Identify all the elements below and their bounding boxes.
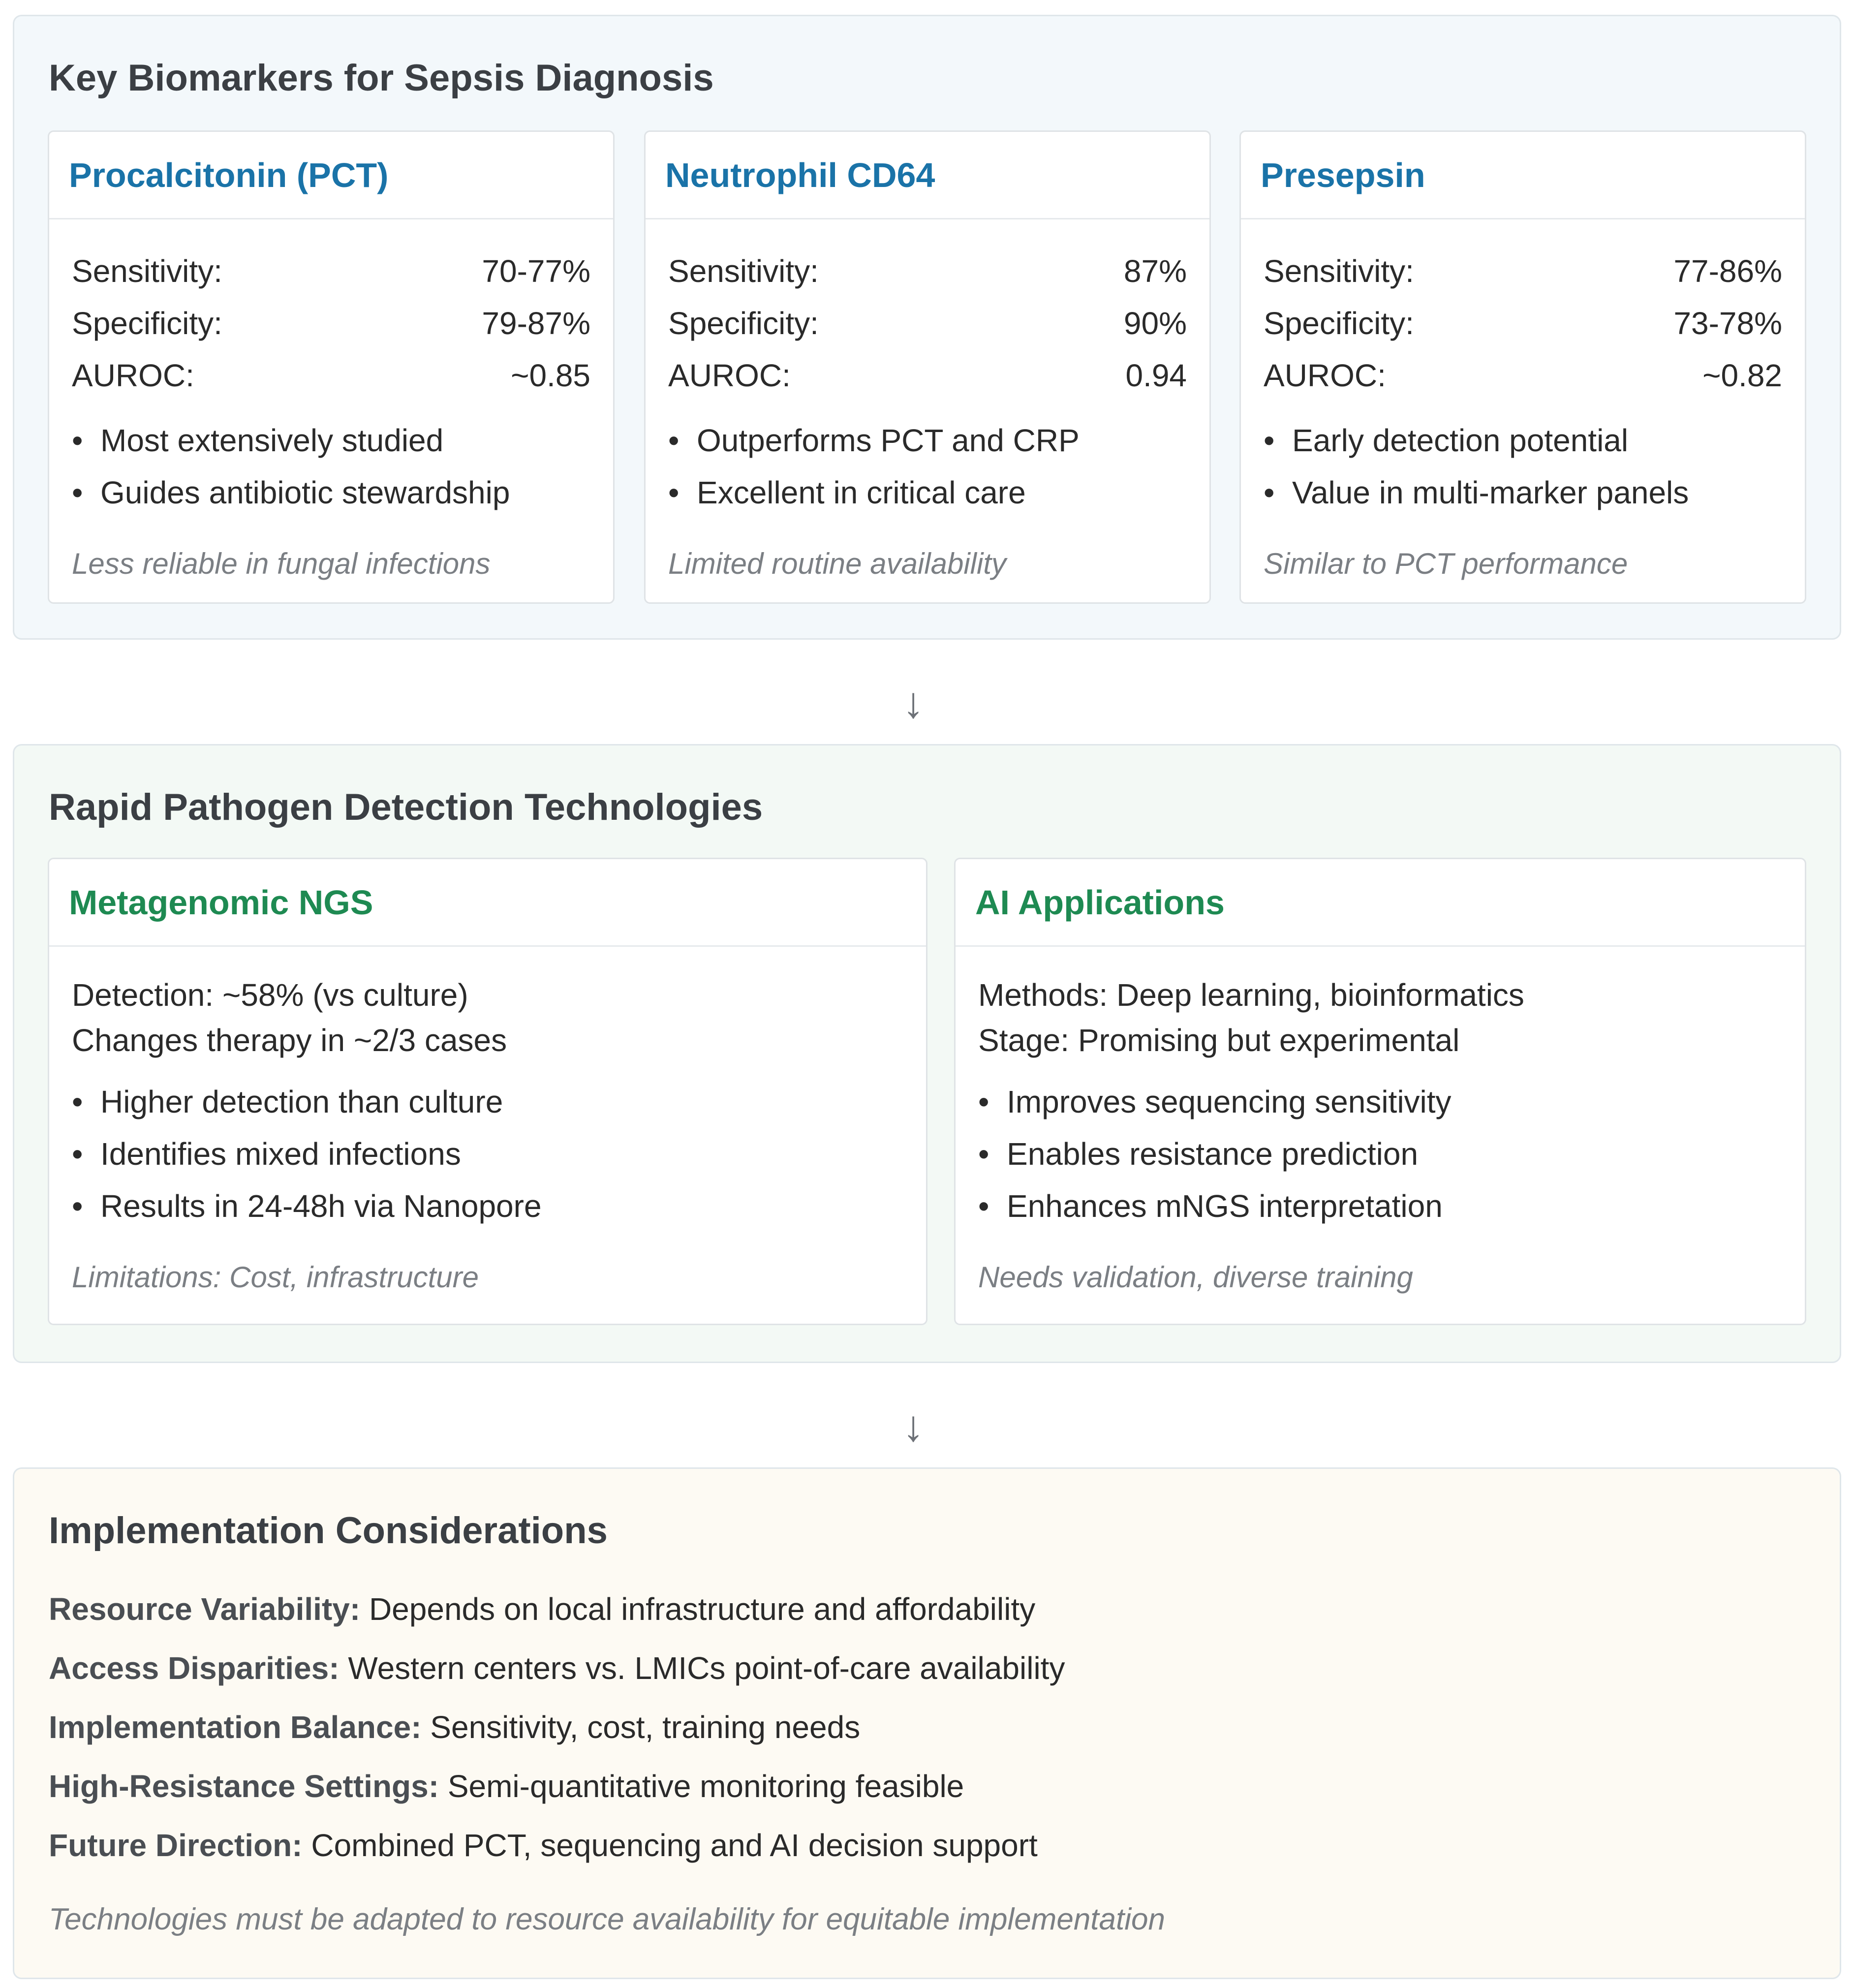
- bullet-list: [668, 414, 1187, 519]
- bullet-item: • Outperforms PCT and CRP: [668, 414, 1187, 466]
- detail-line: Stage: Promising but experimental: [978, 1023, 1460, 1058]
- biomarker-card-cd64: [644, 130, 1211, 604]
- detail-line: Changes therapy in ~2/3 cases: [72, 1023, 507, 1058]
- stat-value: 90%: [1123, 306, 1187, 341]
- consideration-label: High-Resistance Settings:: [49, 1769, 439, 1804]
- bullet-item: • Guides antibiotic stewardship: [72, 466, 590, 519]
- pathogen-card-mngs: [48, 858, 927, 1325]
- stat-row: [668, 349, 1187, 402]
- card-title: AI Applications: [975, 883, 1225, 922]
- consideration-label: Access Disparities:: [49, 1650, 340, 1686]
- consideration-label: Implementation Balance:: [49, 1709, 422, 1745]
- stat-label: Specificity:: [1264, 306, 1414, 341]
- stat-row: [1264, 349, 1782, 402]
- consideration-text: Combined PCT, sequencing and AI decision support: [311, 1828, 1038, 1863]
- stat-row: [1264, 245, 1782, 297]
- stat-value: 87%: [1123, 253, 1187, 289]
- implementation-title: Implementation Considerations: [49, 1510, 608, 1552]
- stat-label: Sensitivity:: [668, 253, 819, 289]
- card-title: Neutrophil CD64: [665, 155, 935, 194]
- card-note: Less reliable in fungal infections: [72, 547, 491, 580]
- biomarkers-title: Key Biomarkers for Sepsis Diagnosis: [49, 57, 714, 99]
- bullet-list: [72, 1076, 903, 1232]
- consideration-item: [49, 1650, 1065, 1686]
- card-header: [646, 132, 1209, 219]
- bullet-list: [1264, 414, 1782, 519]
- stat-value: 0.94: [1125, 358, 1187, 393]
- implementation-note: Technologies must be adapted to resource availability for equitable implementation: [49, 1902, 1165, 1936]
- bullet-item: • Higher detection than culture: [72, 1076, 903, 1128]
- biomarker-card-presepsin: [1239, 130, 1806, 604]
- stat-row: [668, 297, 1187, 349]
- bullet-item: • Identifies mixed infections: [72, 1128, 903, 1180]
- implementation-section: [13, 1467, 1841, 1979]
- stat-value: 73-78%: [1673, 306, 1782, 341]
- biomarker-card-pct: [48, 130, 615, 604]
- bullet-list: [72, 414, 590, 519]
- card-note: Limited routine availability: [668, 547, 1007, 580]
- bullet-item: • Enables resistance prediction: [978, 1128, 1782, 1180]
- consideration-item: [49, 1591, 1035, 1627]
- pathogen-title: Rapid Pathogen Detection Technologies: [49, 786, 763, 828]
- consideration-item: [49, 1709, 860, 1745]
- card-title: Procalcitonin (PCT): [69, 155, 389, 194]
- pathogen-section: [13, 744, 1841, 1363]
- bullet-item: • Value in multi-marker panels: [1264, 466, 1782, 519]
- stat-value: ~0.85: [511, 358, 590, 393]
- consideration-text: Western centers vs. LMICs point-of-care availability: [348, 1650, 1065, 1686]
- stat-row: [72, 349, 590, 402]
- stat-label: Sensitivity:: [1264, 253, 1414, 289]
- consideration-item: [49, 1827, 1038, 1864]
- consideration-text: Depends on local infrastructure and affordability: [369, 1591, 1036, 1627]
- card-note: Similar to PCT performance: [1264, 547, 1628, 580]
- card-header: [49, 859, 926, 947]
- bullet-item: • Early detection potential: [1264, 414, 1782, 466]
- card-note: Limitations: Cost, infrastructure: [72, 1261, 479, 1294]
- consideration-text: Sensitivity, cost, training needs: [430, 1709, 861, 1745]
- stat-value: 79-87%: [482, 306, 590, 341]
- down-arrow-icon: ↓: [902, 1401, 924, 1450]
- card-title: Metagenomic NGS: [69, 883, 373, 922]
- detail-line: Methods: Deep learning, bioinformatics: [978, 977, 1524, 1013]
- stat-label: Specificity:: [668, 306, 819, 341]
- stat-row: [668, 245, 1187, 297]
- consideration-item: [49, 1768, 964, 1804]
- stat-label: Specificity:: [72, 306, 222, 341]
- card-title: Presepsin: [1261, 155, 1425, 194]
- consideration-label: Future Direction:: [49, 1828, 303, 1863]
- stat-row: [1264, 297, 1782, 349]
- stat-value: 77-86%: [1673, 253, 1782, 289]
- stat-label: AUROC:: [1264, 358, 1386, 393]
- detail-line: Detection: ~58% (vs culture): [72, 977, 468, 1013]
- card-header: [956, 859, 1805, 947]
- stat-label: Sensitivity:: [72, 253, 222, 289]
- stat-value: ~0.82: [1702, 358, 1782, 393]
- bullet-item: • Most extensively studied: [72, 414, 590, 466]
- stat-label: AUROC:: [72, 358, 194, 393]
- bullet-item: • Improves sequencing sensitivity: [978, 1076, 1782, 1128]
- stat-row: [72, 245, 590, 297]
- bullet-item: • Enhances mNGS interpretation: [978, 1180, 1782, 1232]
- bullet-item: • Results in 24-48h via Nanopore: [72, 1180, 903, 1232]
- biomarkers-section: [13, 15, 1841, 640]
- stat-row: [72, 297, 590, 349]
- stat-label: AUROC:: [668, 358, 791, 393]
- card-header: [49, 132, 613, 219]
- consideration-text: Semi-quantitative monitoring feasible: [447, 1769, 964, 1804]
- stat-value: 70-77%: [482, 253, 590, 289]
- down-arrow-icon: ↓: [902, 678, 924, 727]
- consideration-label: Resource Variability:: [49, 1591, 361, 1627]
- bullet-item: • Excellent in critical care: [668, 466, 1187, 519]
- bullet-list: [978, 1076, 1782, 1232]
- card-header: [1241, 132, 1805, 219]
- pathogen-card-ai: [954, 858, 1806, 1325]
- card-note: Needs validation, diverse training: [978, 1261, 1413, 1294]
